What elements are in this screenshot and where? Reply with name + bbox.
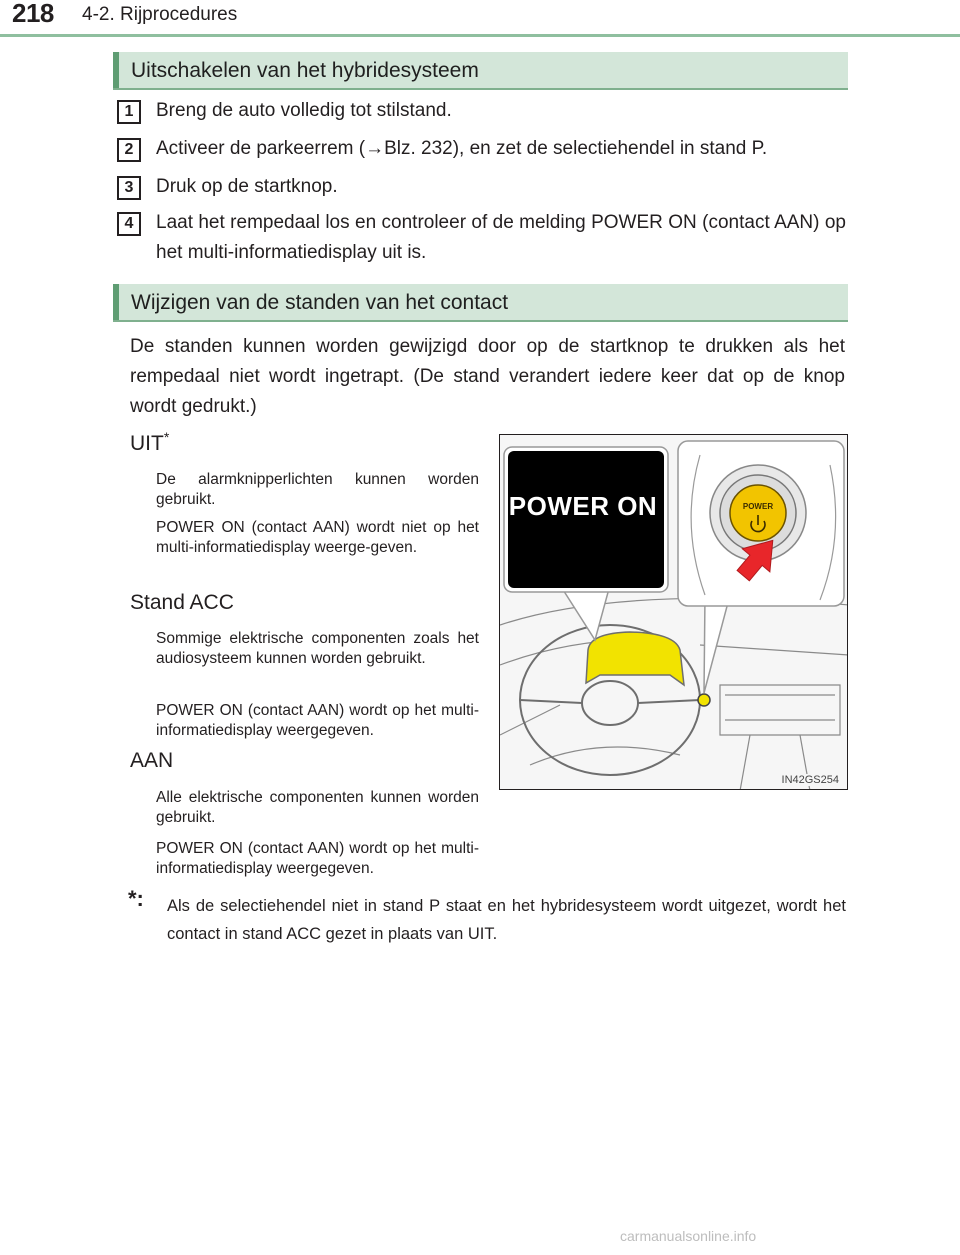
state-desc-off-1: De alarmknipperlichten kunnen worden gebruikt.: [156, 471, 479, 508]
step-number-1: 1: [117, 100, 141, 124]
state-desc-acc-2: POWER ON (contact AAN) wordt op het multi-informatiedisplay weergegeven.: [156, 702, 479, 739]
step-text-3: Druk op de startknop.: [156, 176, 338, 197]
step-number-4: 4: [117, 212, 141, 236]
state-desc-off-2: POWER ON (contact AAN) wordt niet op het multi-informatiedisplay weerge-geven.: [156, 519, 479, 556]
state-desc-acc-1: Sommige elektrische componenten zoals het audiosysteem kunnen worden gebruikt.: [156, 630, 479, 667]
step-text-1: Breng de auto volledig tot stilstand.: [156, 100, 452, 121]
dashboard-drawing: [500, 435, 848, 790]
section-header-switch-modes: [113, 284, 848, 322]
watermark: carmanualsonline.info: [620, 1228, 757, 1244]
dashboard-illustration: [499, 434, 848, 790]
step-text-2: Activeer de parkeerrem (→Blz. 232), en zet de selectiehendel in stand P.: [156, 138, 768, 159]
start-button-dot: [698, 694, 710, 706]
step-number-2: 2: [117, 138, 141, 162]
state-title-off: [130, 429, 170, 456]
state-desc-on-1: Alle elektrische componenten kunnen worden gebruikt.: [156, 789, 479, 826]
meter-highlight: [586, 632, 684, 685]
section-header-shutdown: [113, 52, 848, 90]
power-button: [730, 485, 786, 541]
state-title-acc: Stand ACC: [130, 591, 234, 614]
chapter-title: 4-2. Rijprocedures: [82, 4, 238, 25]
footnote-text: Als de selectiehendel niet in stand P staat en het hybridesysteem wordt uitgezet, wordt het contact in stand ACC gezet in plaats van UIT.: [167, 897, 846, 943]
page-number: 218: [12, 0, 54, 28]
section-title: Wijzigen van de standen van het contact: [131, 291, 509, 314]
step-number-3: 3: [117, 176, 141, 200]
power-button-label: POWER: [742, 502, 774, 511]
header-rule: [0, 34, 960, 37]
footnote-marker: *: [163, 429, 170, 445]
state-title-on: AAN: [130, 749, 174, 772]
illustration-code: IN42GS254: [781, 774, 839, 786]
intro-paragraph: De standen kunnen worden gewijzigd door op de startknop te drukken als het rempedaal niet wordt ingetrapt. (De stand verandert iedere keer dat op de knop wordt gedrukt.): [130, 336, 845, 417]
footnote-mark: *:: [128, 886, 144, 911]
section-title: Uitschakelen van het hybridesysteem: [131, 59, 479, 82]
step-text-4: Laat het rempedaal los en controleer of de melding POWER ON (contact AAN) op het multi-informatiedisplay uit is.: [156, 212, 846, 263]
display-power-on-text: POWER ON: [508, 491, 658, 521]
state-desc-on-2: POWER ON (contact AAN) wordt op het multi-informatiedisplay weergegeven.: [156, 840, 479, 877]
state-title-text: UIT: [130, 432, 164, 455]
